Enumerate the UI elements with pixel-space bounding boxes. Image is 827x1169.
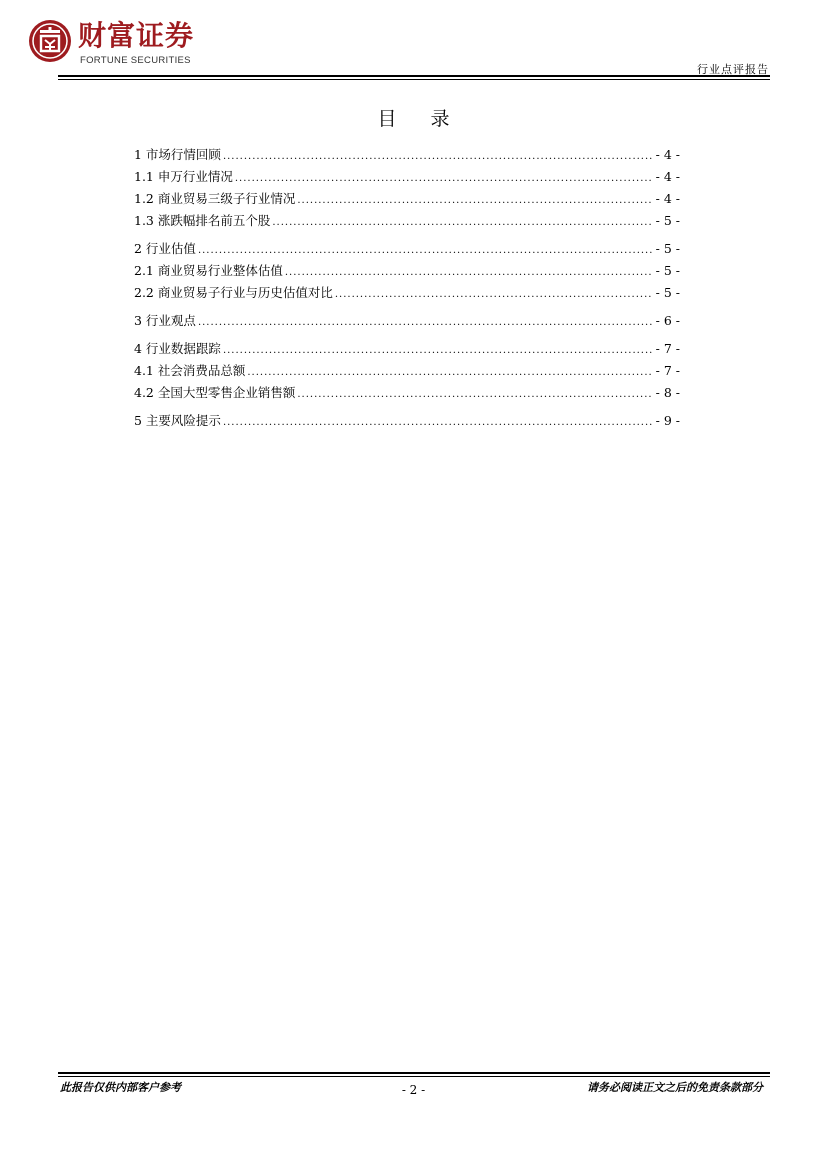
- toc-entry[interactable]: [134, 310, 680, 332]
- toc-entry[interactable]: [134, 210, 680, 232]
- header-divider: [58, 75, 770, 77]
- toc-entry[interactable]: [134, 144, 680, 166]
- toc-entry-label: 1.2 商业贸易三级子行业情况: [134, 191, 296, 206]
- table-of-contents: [134, 144, 680, 432]
- toc-entry-page: - 5 -: [655, 263, 680, 278]
- toc-entry-label: 5 主要风险提示: [134, 413, 221, 428]
- toc-leader-dots: [223, 340, 653, 362]
- toc-entry-page: - 6 -: [655, 313, 680, 328]
- fortune-securities-logo-icon: [28, 19, 72, 63]
- toc-leader-dots: [235, 168, 653, 190]
- toc-entry-page: - 7 -: [655, 341, 680, 356]
- toc-leader-dots: [297, 190, 652, 212]
- footer-internal-note: 此报告仅供内部客户参考: [60, 1081, 181, 1094]
- toc-entry[interactable]: [134, 282, 680, 304]
- brand-name-cn: 财富证券: [78, 19, 195, 52]
- toc-entry[interactable]: [134, 188, 680, 210]
- toc-leader-dots: [223, 412, 653, 434]
- toc-leader-dots: [247, 362, 652, 384]
- toc-leader-dots: [335, 284, 653, 306]
- toc-entry-page: - 5 -: [655, 241, 680, 256]
- footer-divider: [58, 1072, 770, 1074]
- toc-leader-dots: [285, 262, 653, 284]
- toc-leader-dots: [198, 240, 653, 262]
- toc-entry[interactable]: [134, 166, 680, 188]
- toc-leader-dots: [297, 384, 652, 406]
- toc-entry-page: - 5 -: [655, 285, 680, 300]
- toc-entry-label: 3 行业观点: [134, 313, 196, 328]
- page-header: [0, 0, 827, 80]
- toc-entry-label: 4 行业数据跟踪: [134, 341, 221, 356]
- toc-entry-label: 4.1 社会消费品总额: [134, 363, 246, 378]
- toc-entry-label: 4.2 全国大型零售企业销售额: [134, 385, 296, 400]
- brand-name-en: FORTUNE SECURITIES: [80, 55, 191, 66]
- toc-entry-page: - 9 -: [655, 413, 680, 428]
- toc-entry-page: - 8 -: [655, 385, 680, 400]
- toc-entry[interactable]: [134, 238, 680, 260]
- toc-entry[interactable]: [134, 338, 680, 360]
- toc-entry-label: 1.3 涨跌幅排名前五个股: [134, 213, 271, 228]
- toc-entry-page: - 4 -: [655, 191, 680, 206]
- toc-entry-page: - 4 -: [655, 169, 680, 184]
- toc-leader-dots: [272, 212, 652, 234]
- header-divider-thin: [58, 79, 770, 80]
- footer-disclaimer-note: 请务必阅读正文之后的免责条款部分: [587, 1081, 763, 1094]
- toc-entry[interactable]: [134, 360, 680, 382]
- report-type-label: 行业点评报告: [697, 63, 769, 76]
- toc-entry-page: - 4 -: [655, 147, 680, 162]
- toc-leader-dots: [198, 312, 653, 334]
- footer-divider-thin: [58, 1076, 770, 1077]
- toc-title: 目 录: [377, 108, 464, 130]
- toc-entry-page: - 7 -: [655, 363, 680, 378]
- toc-entry-label: 2.2 商业贸易子行业与历史估值对比: [134, 285, 333, 300]
- toc-entry-label: 1 市场行情回顾: [134, 147, 221, 162]
- toc-entry[interactable]: [134, 382, 680, 404]
- footer-page-number: - 2 -: [401, 1083, 426, 1097]
- toc-entry-label: 2.1 商业贸易行业整体估值: [134, 263, 283, 278]
- toc-entry-label: 1.1 申万行业情况: [134, 169, 233, 184]
- toc-entry-page: - 5 -: [655, 213, 680, 228]
- toc-entry[interactable]: [134, 260, 680, 282]
- toc-entry[interactable]: [134, 410, 680, 432]
- toc-entry-label: 2 行业估值: [134, 241, 196, 256]
- toc-leader-dots: [223, 146, 653, 168]
